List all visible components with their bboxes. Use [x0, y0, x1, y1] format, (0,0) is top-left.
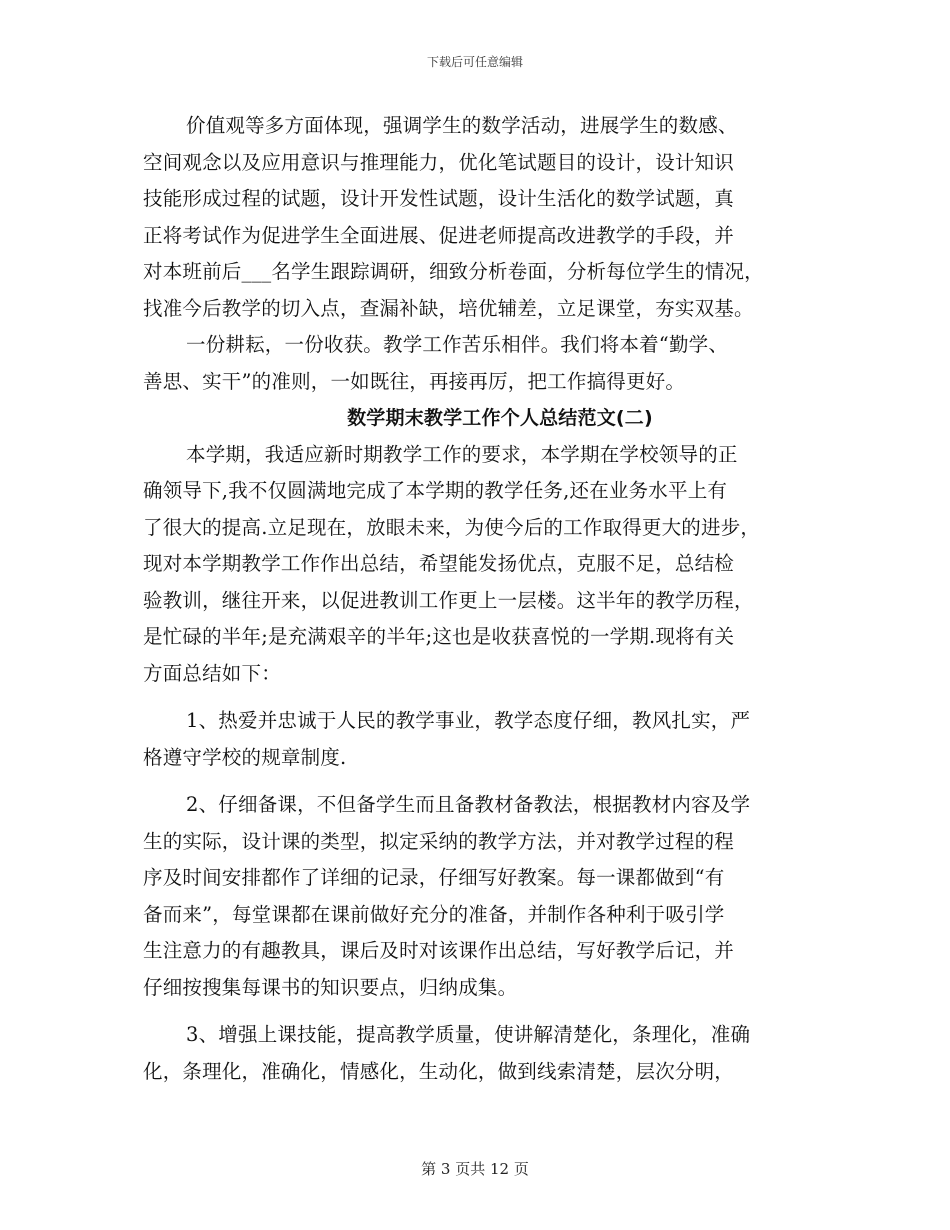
paragraph-line: 2、仔细备课，不但备学生而且备教材备教法，根据教材内容及学: [186, 793, 751, 816]
document-body: [143, 108, 807, 1090]
paragraph-gap: [143, 776, 807, 787]
paragraph-line: 正将考试作为促进学生全面进展、促进老师提高改进教学的手段，并: [143, 223, 735, 247]
paragraph-line: 生注意力的有趣教具，课后及时对该课作出总结，写好教学后记，并: [143, 939, 735, 962]
list-item-3: [143, 1017, 807, 1090]
paragraph-line: 序及时间安排都作了详细的记录，仔细写好教案。每一课都做到“有: [143, 866, 725, 889]
paragraph-line: 空间观念以及应用意识与推理能力，优化笔试题目的设计，设计知识: [143, 150, 735, 174]
paragraph-line: 找准今后教学的切入点，查漏补缺，培优辅差，立足课堂，夯实双基。: [143, 296, 754, 320]
paragraph-gap: [143, 692, 807, 703]
paragraph-line: 3、增强上课技能，提高教学质量，使讲解清楚化，条理化，准确: [186, 1023, 751, 1046]
paragraph-line: 1、热爱并忠诚于人民的教学事业，教学态度仔细，教风扎实，严: [186, 709, 751, 732]
paragraph-line: 价值观等多方面体现，强调学生的数学活动，进展学生的数感、: [186, 114, 738, 137]
paragraph-line: 现对本学期教学工作作出总结，希望能发扬优点，克服不足，总结检: [143, 552, 735, 575]
paragraph-line: 是忙碌的半年;是充满艰辛的半年;这也是收获喜悦的一学期.现将有关: [143, 625, 735, 648]
paragraph-line: 备而来”，每堂课都在课前做好充分的准备，并制作各种利于吸引学: [143, 902, 725, 926]
summary-paragraph: [143, 437, 807, 693]
paragraph-line: 化，条理化，准确化，情感化，生动化，做到线索清楚，层次分明，: [143, 1059, 735, 1083]
section-title: 数学期末教学工作个人总结范文(二): [347, 407, 653, 429]
list-item-2: [143, 787, 807, 1006]
paragraph-line: 验教训，继往开来，以促进教训工作更上一层楼。这半年的教学历程，: [143, 588, 754, 612]
closing-paragraph: [143, 327, 807, 400]
paragraph-line: 对本班前后___名学生跟踪调研，细致分析卷面，分析每位学生的情况，: [143, 260, 764, 283]
paragraph-line: 一份耕耘，一份收获。教学工作苦乐相伴。我们将本着“勤学、: [186, 333, 729, 356]
paragraph-line: 生的实际，设计课的类型，拟定采纳的教学方法，并对教学过程的程: [143, 829, 735, 853]
paragraph-line: 格遵守学校的规章制度.: [143, 745, 347, 769]
header-note: 下载后可任意编辑: [426, 55, 523, 69]
paragraph-line: 方面总结如下：: [143, 661, 281, 685]
paragraph-line: 确领导下,我不仅圆满地完成了本学期的教学任务,还在业务水平上有: [143, 479, 728, 502]
paragraph-line: 本学期，我适应新时期教学工作的要求，本学期在学校领导的正: [186, 442, 738, 466]
paragraph-gap: [143, 1006, 807, 1017]
page-footer: 第 3 页共 12 页: [421, 1160, 529, 1178]
intro-paragraph: [143, 108, 807, 327]
paragraph-line: 仔细按搜集每课书的知识要点，归纳成集。: [143, 975, 518, 999]
paragraph-line: 善思、实干”的准则，一如既往，再接再厉，把工作搞得更好。: [143, 369, 686, 393]
paragraph-line: 技能形成过程的试题，设计开发性试题，设计生活化的数学试题，真: [143, 187, 735, 210]
list-item-1: [143, 703, 807, 776]
paragraph-line: 了很大的提高.立足现在，放眼未来，为使今后的工作取得更大的进步，: [143, 515, 761, 539]
